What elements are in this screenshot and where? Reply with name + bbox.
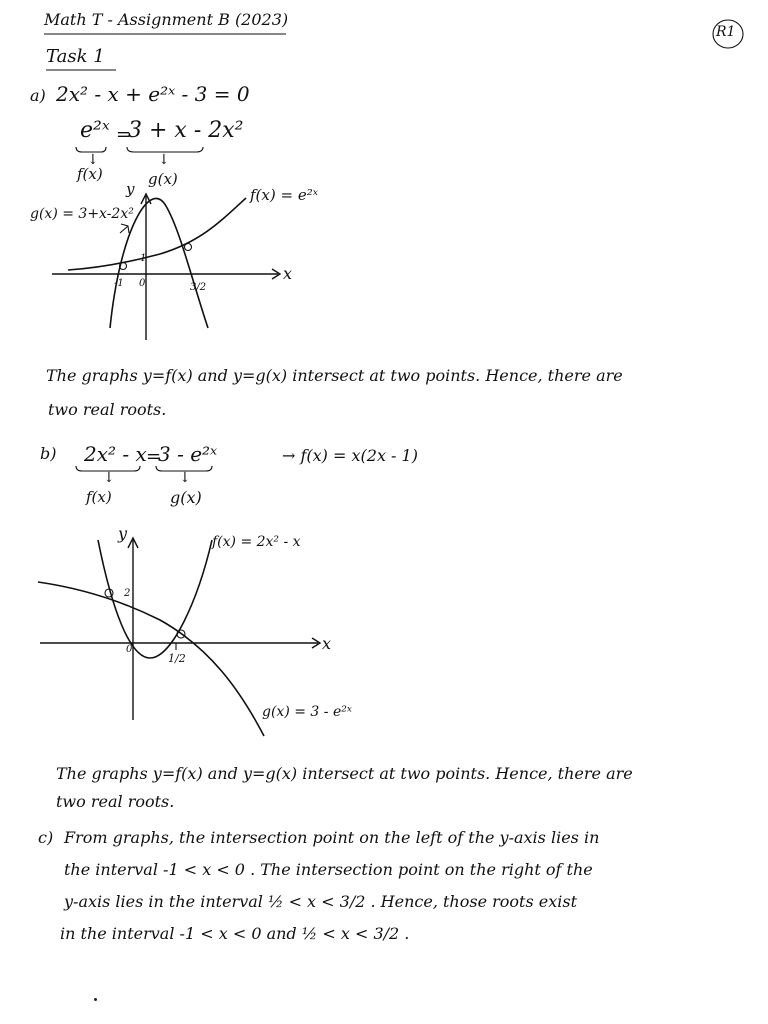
- part-b-eq-sign: =: [146, 446, 162, 467]
- stray-pen-dot: [94, 998, 97, 1001]
- part-a-f-label: f(x): [77, 165, 103, 183]
- part-a-g-label: g(x): [148, 170, 178, 188]
- graph-b-x-label: x: [322, 634, 332, 653]
- graph-a-tick-neg1: -1: [114, 278, 124, 289]
- part-a-lhs: e²ˣ: [80, 118, 110, 143]
- graph-b-tick-0: 0: [126, 644, 133, 655]
- part-b-g-label: g(x): [170, 488, 202, 507]
- graph-a-tick-3-2: 3/2: [190, 282, 207, 293]
- arrow-down-icon: ↓: [87, 152, 99, 168]
- arrow-down-icon: ↓: [158, 152, 170, 168]
- arrow-down-icon: ↓: [179, 470, 191, 486]
- arrow-down-icon: ↓: [103, 470, 115, 486]
- part-b-conclusion-line2: two real roots.: [56, 792, 175, 811]
- part-a-conclusion-line1: The graphs y=f(x) and y=g(x) intersect at two points. Hence, there are: [46, 366, 623, 385]
- part-b-conclusion-line1: The graphs y=f(x) and y=g(x) intersect at two points. Hence, there are: [56, 764, 633, 783]
- graph-a-y-label: y: [126, 180, 135, 198]
- graph-a-x-label: x: [283, 264, 293, 283]
- graph-a-f-curve-label: f(x) = e²ˣ: [250, 186, 319, 204]
- graph-a-tick-1: 1: [140, 253, 147, 264]
- graph-a-tick-0: 0: [139, 278, 146, 289]
- part-a-equation: 2x² - x + e²ˣ - 3 = 0: [56, 82, 250, 106]
- task-heading: Task 1: [46, 46, 105, 67]
- part-a-label: a): [30, 86, 46, 105]
- part-b-lhs: 2x² - x: [84, 442, 147, 466]
- part-c-label: c): [38, 828, 54, 847]
- part-b-label: b): [40, 444, 57, 463]
- part-c-line4: in the interval -1 < x < 0 and ½ < x < 3/2 .: [60, 924, 410, 943]
- part-a-conclusion-line2: two real roots.: [48, 400, 167, 419]
- part-b-side-note: → f(x) = x(2x - 1): [282, 446, 418, 465]
- part-c-line3: y-axis lies in the interval ½ < x < 3/2 . Hence, those roots exist: [64, 892, 578, 911]
- part-c-line2: the interval -1 < x < 0 . The intersection point on the right of the: [64, 860, 593, 879]
- g-curve: [38, 582, 264, 736]
- graph-b-g-curve-label: g(x) = 3 - e²ˣ: [262, 704, 352, 720]
- page-tag: R1: [716, 24, 736, 40]
- part-a-eq-sign: =: [116, 124, 132, 145]
- graph-a-g-curve-label: g(x) = 3+x-2x²: [30, 206, 134, 222]
- assignment-title: Math T - Assignment B (2023): [44, 10, 289, 29]
- f-curve-parabola: [98, 540, 212, 658]
- graph-b-f-curve-label: f(x) = 2x² - x: [212, 534, 301, 550]
- part-c-line1: From graphs, the intersection point on the left of the y-axis lies in: [64, 828, 600, 847]
- part-a-rhs: 3 + x - 2x²: [128, 118, 244, 143]
- part-b-f-label: f(x): [86, 488, 112, 506]
- graph-b-tick-2: 2: [124, 588, 131, 599]
- graph-b-y-label: y: [118, 524, 128, 543]
- part-b-rhs: 3 - e²ˣ: [158, 442, 218, 466]
- graph-b-tick-half: 1/2: [168, 652, 186, 665]
